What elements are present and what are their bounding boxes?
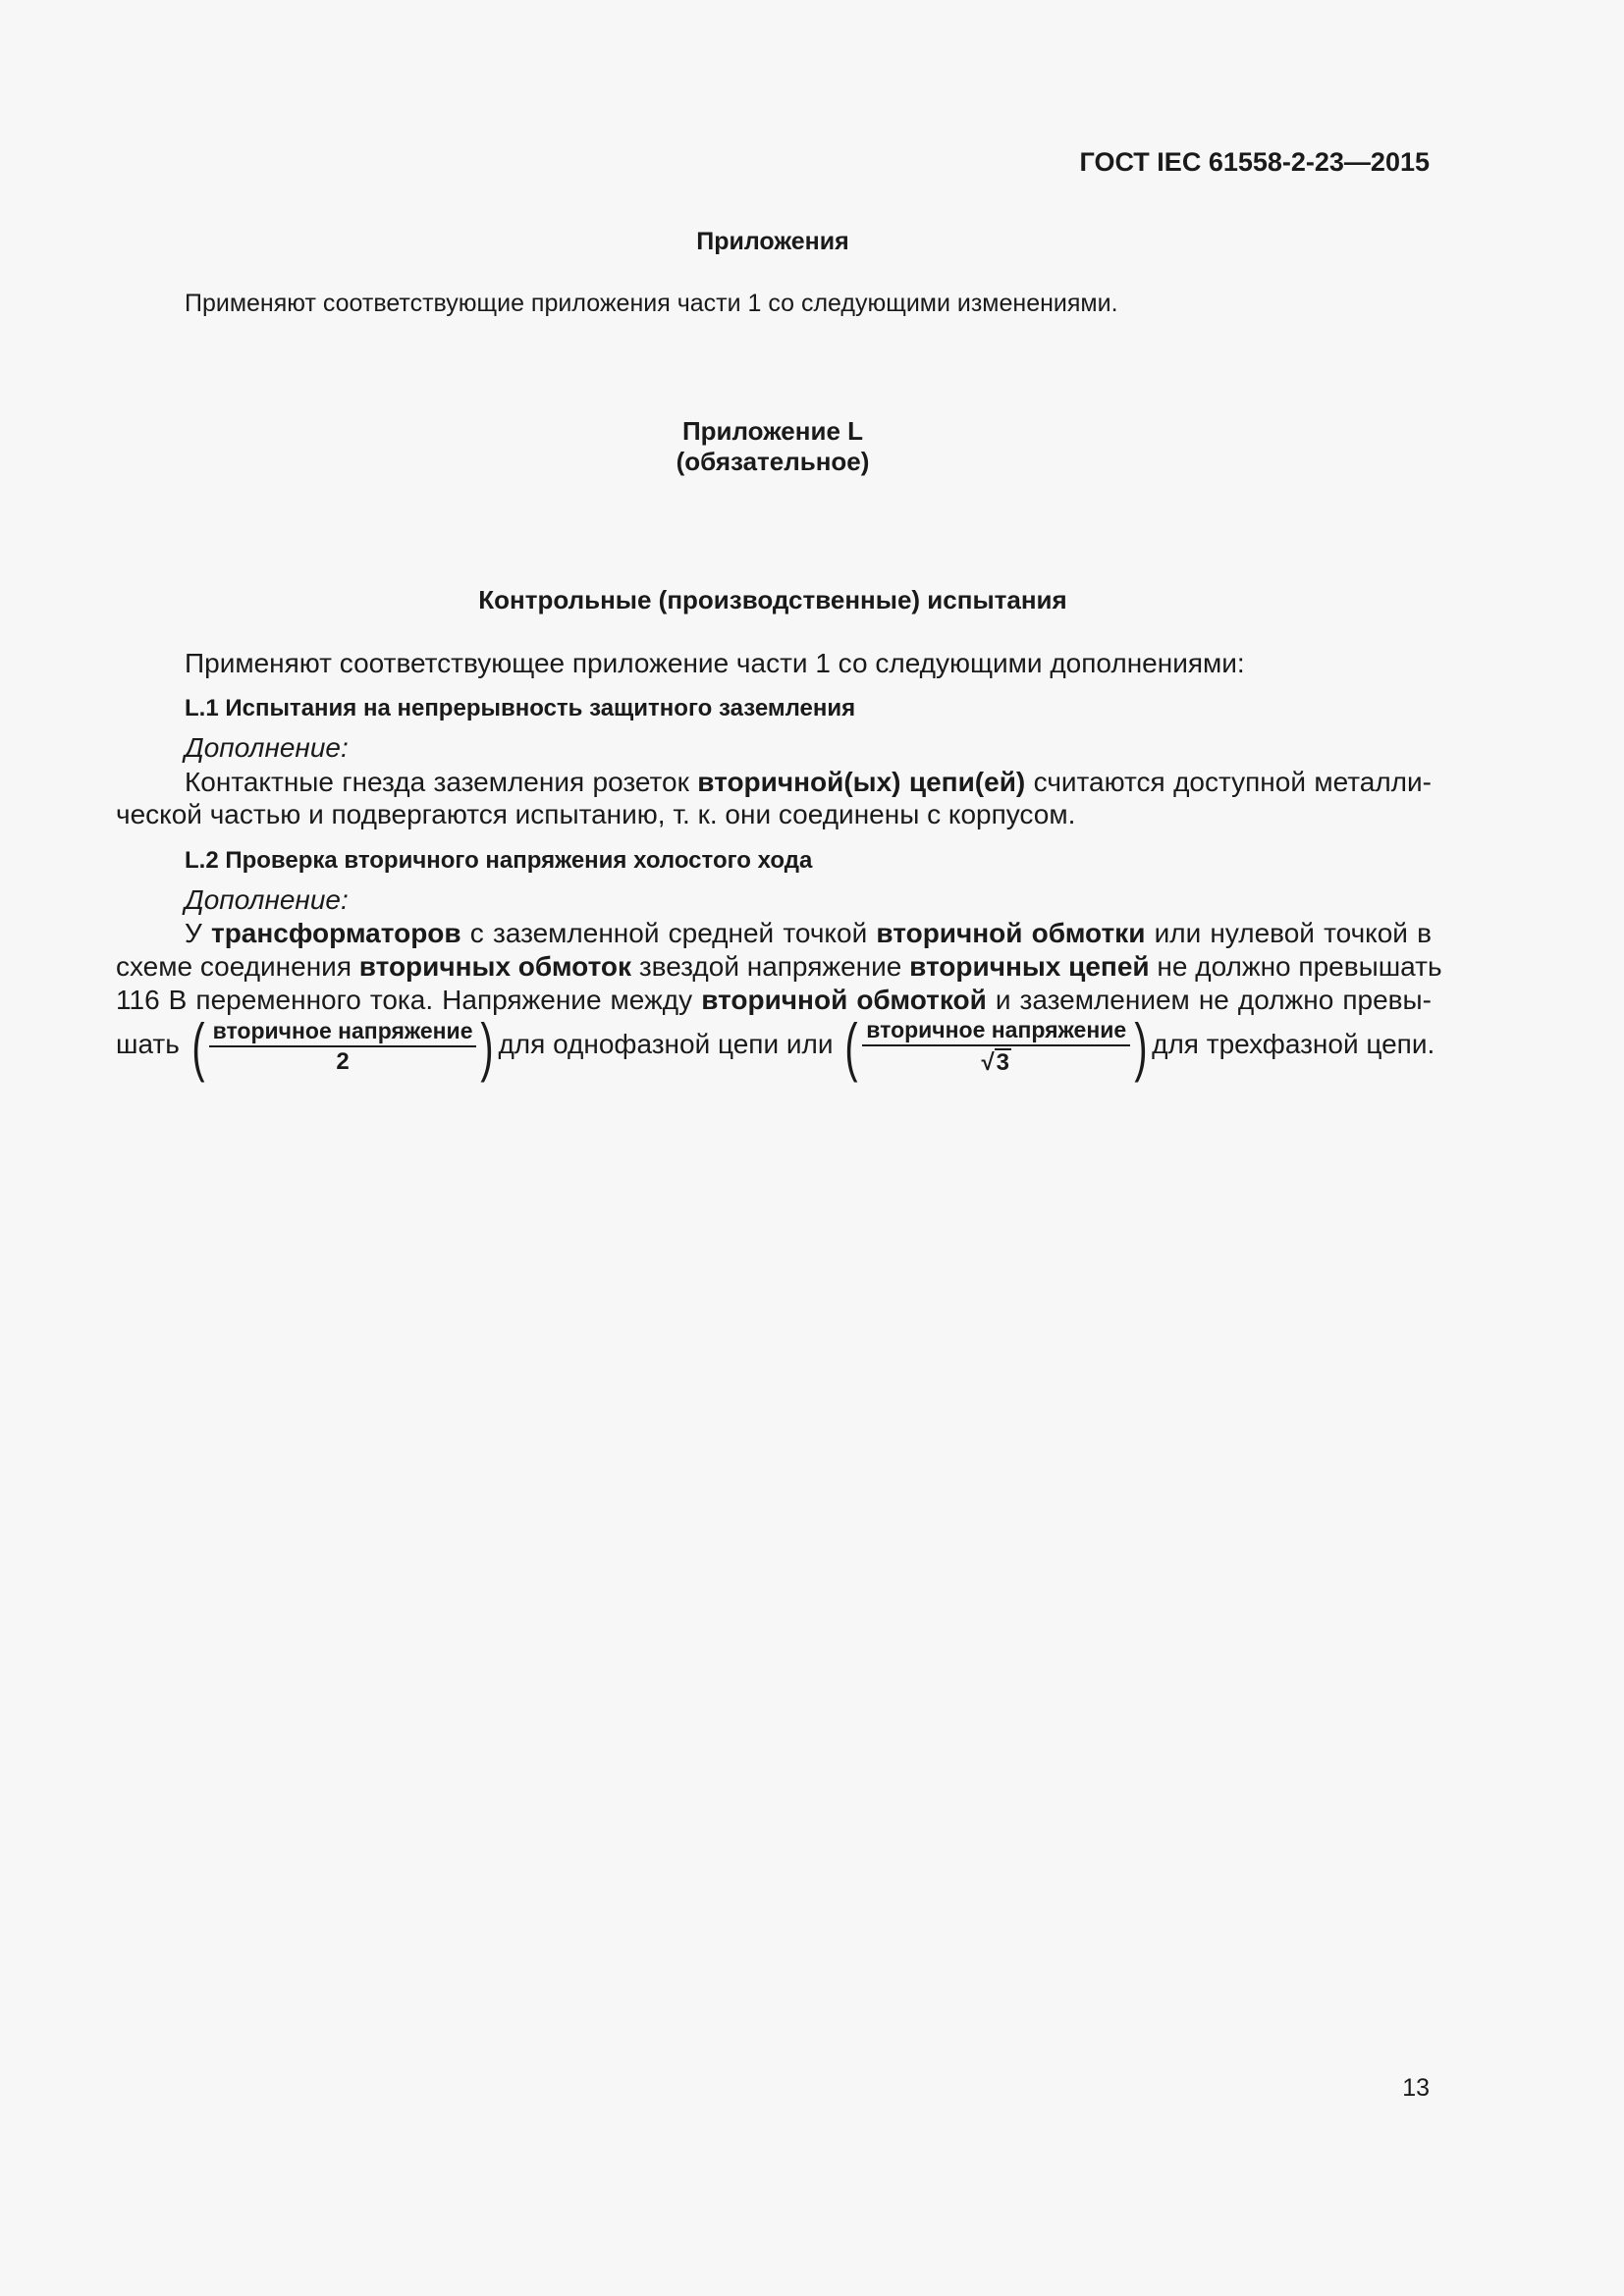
l1-addition-label: Дополнение:: [185, 732, 349, 763]
l1-line-2: ческой частью и подвергаются испытанию, т. к. они соединены с корпусом.: [116, 799, 1076, 829]
fraction-2-numerator: вторичное напряжение: [862, 1017, 1130, 1046]
page-number: 13: [1402, 2074, 1430, 2102]
l2-term-secondary-circuits: вторичных цепей: [909, 951, 1150, 982]
left-paren-1: (: [191, 1009, 205, 1083]
l2-line-1-a: У: [185, 918, 211, 948]
l2-term-secondary-winding: вторичной обмотки: [876, 918, 1146, 948]
right-paren-1: ): [480, 1009, 495, 1083]
l2-line-1-e: или нулевой точкой в: [1145, 918, 1433, 948]
l2-addition-label: Дополнение:: [185, 884, 349, 915]
l2-line-2: [116, 950, 1442, 984]
l2-term-transformers: трансформаторов: [210, 918, 461, 948]
l1-line-1-end: считаются доступной металли-: [1025, 767, 1432, 797]
l2-line-4: [116, 1007, 1435, 1082]
annex-intro: Применяют соответствующее приложение части 1 со следующими дополнениями:: [185, 648, 1245, 678]
fraction-2-denominator: 3: [996, 1048, 1009, 1076]
l2-line-4-c: для трехфазной цепи.: [1152, 1029, 1435, 1059]
sqrt-icon: √: [981, 1048, 995, 1076]
l2-heading: L.2 Проверка вторичного напряжения холостого хода: [185, 847, 813, 874]
l2-line-3-a: 116 В переменного тока. Напряжение между: [116, 985, 702, 1015]
fraction-1-denominator: 2: [336, 1047, 350, 1075]
l2-line-1-c: с заземленной средней точкой: [460, 918, 877, 948]
l1-term-secondary-circuits: вторичной(ых) цепи(ей): [697, 767, 1026, 797]
l1-heading: L.1 Испытания на непрерывность защитного заземления: [185, 695, 856, 721]
fraction-single-phase: [209, 1018, 477, 1075]
l2-term-secondary-winding-2: вторичной обмоткой: [701, 985, 987, 1015]
annex-status: (обязательное): [676, 447, 870, 476]
l2-line-2-e: не должно превышать: [1149, 951, 1442, 982]
l2-line-4-b: для однофазной цепи или: [498, 1029, 841, 1059]
document-code: ГОСТ IEC 61558-2-23—2015: [1079, 147, 1430, 177]
l2-line-4-a: шать: [116, 1029, 188, 1059]
l2-term-secondary-windings: вторичных обмоток: [358, 951, 632, 982]
right-paren-2: ): [1134, 1009, 1148, 1083]
l1-line-1: [185, 766, 1432, 799]
appendices-intro: Применяют соответствующие приложения части 1 со следующими изменениями.: [185, 290, 1118, 317]
annex-title: Приложение L: [681, 416, 864, 446]
l2-line-2-c: звездой напряжение: [631, 951, 910, 982]
fraction-three-phase: [862, 1017, 1130, 1076]
l2-line-2-a: схеме соединения: [116, 951, 359, 982]
l2-line-3-c: и заземлением не должно превы-: [986, 985, 1432, 1015]
l2-line-1: [185, 917, 1432, 950]
left-paren-2: (: [844, 1009, 858, 1083]
sqrt-expression: [981, 1046, 1011, 1076]
l1-line-1-text: Контактные гнезда заземления розеток: [185, 767, 698, 797]
appendices-title: Приложения: [696, 228, 849, 255]
annex-heading: Контрольные (производственные) испытания: [478, 585, 1067, 614]
fraction-1-numerator: вторичное напряжение: [209, 1018, 477, 1047]
